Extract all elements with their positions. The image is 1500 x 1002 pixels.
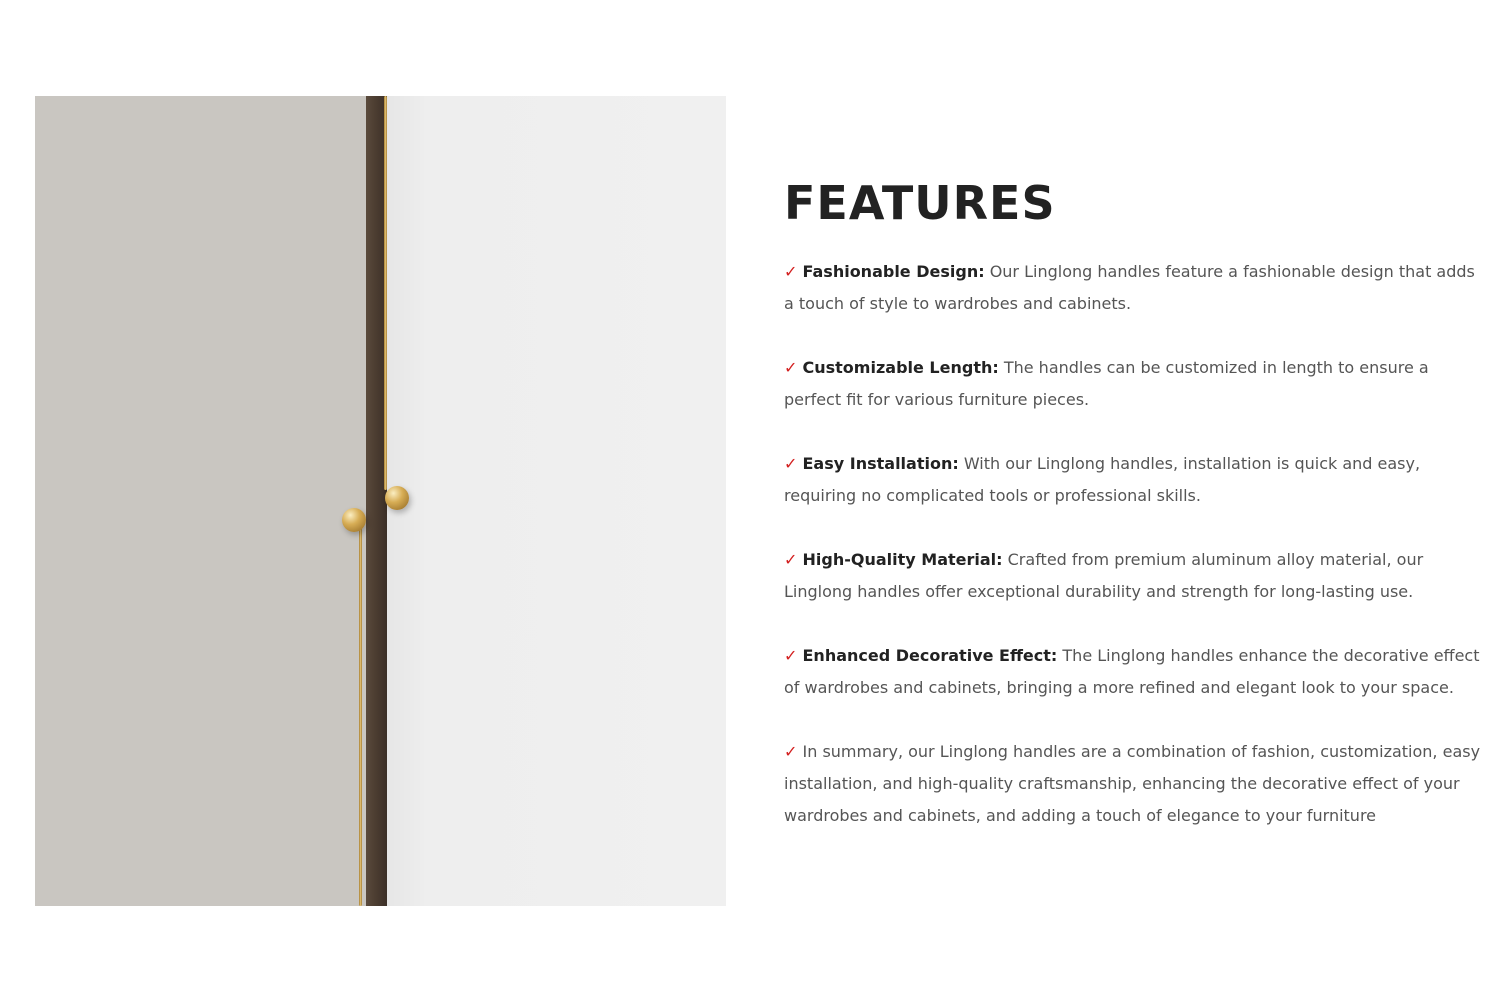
feature-name: Customizable Length: — [802, 358, 999, 377]
feature-text: In summary, our Linglong handles are a combination of fashion, customization, easy installation, and high-quality craftsmanship, enhancing the decorative effect of your wardrobes and cabinets, and adding a touch of elegance to your furniture — [784, 742, 1481, 825]
feature-summary — [784, 736, 1484, 832]
handle-rod-bottom — [359, 524, 362, 906]
product-image — [35, 96, 726, 906]
check-icon: ✓ — [784, 454, 798, 473]
cabinet-door-left — [35, 96, 366, 906]
features-title: FEATURES — [784, 176, 1056, 230]
features-section — [784, 170, 1484, 864]
feature-text: The Linglong handles enhance the decorative effect of wardrobes and cabinets, bringing a more refined and elegant look to your space. — [784, 646, 1480, 697]
check-icon: ✓ — [784, 550, 798, 569]
feature-name: High-Quality Material: — [802, 550, 1003, 569]
feature-item — [784, 544, 1484, 608]
handle-knob-top — [385, 486, 409, 510]
feature-item — [784, 256, 1484, 320]
handle-rod-top — [384, 96, 387, 490]
check-icon: ✓ — [784, 742, 798, 761]
feature-text: Crafted from premium aluminum alloy material, our Linglong handles offer exceptional durability and strength for long-lasting use. — [784, 550, 1424, 601]
check-icon: ✓ — [784, 262, 798, 281]
check-icon: ✓ — [784, 358, 798, 377]
feature-name: Easy Installation: — [802, 454, 959, 473]
feature-text: Our Linglong handles feature a fashionable design that adds a touch of style to wardrobes and cabinets. — [784, 262, 1475, 313]
feature-text: With our Linglong handles, installation is quick and easy, requiring no complicated tools or professional skills. — [784, 454, 1421, 505]
feature-text: The handles can be customized in length to ensure a perfect fit for various furniture pieces. — [784, 358, 1429, 409]
feature-name: Fashionable Design: — [802, 262, 985, 281]
feature-name: Enhanced Decorative Effect: — [802, 646, 1058, 665]
cabinet-door-right — [387, 96, 726, 906]
feature-item — [784, 448, 1484, 512]
check-icon: ✓ — [784, 646, 798, 665]
feature-item — [784, 352, 1484, 416]
handle-knob-bottom — [342, 508, 366, 532]
feature-item — [784, 640, 1484, 704]
